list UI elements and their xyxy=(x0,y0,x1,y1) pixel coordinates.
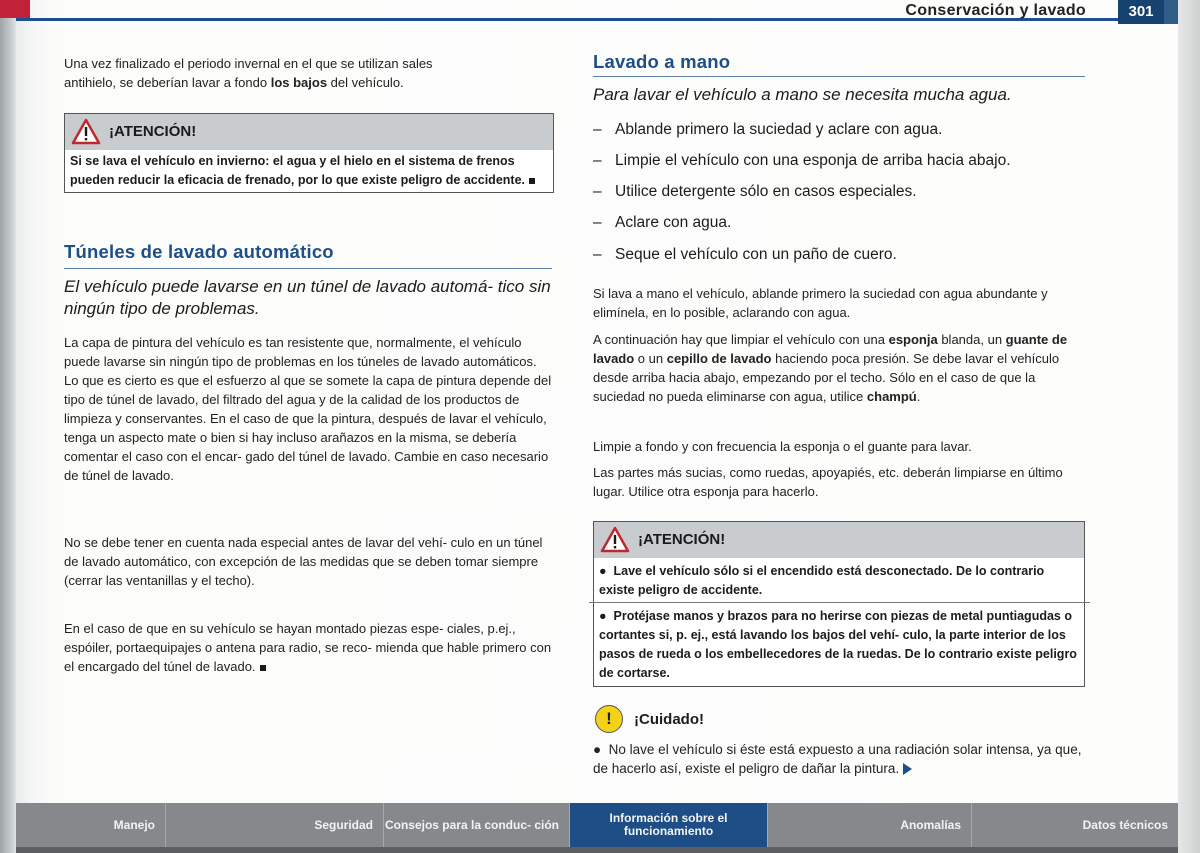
header-title: Conservación y lavado xyxy=(905,2,1086,19)
para-text: A continuación hay que limpiar el vehículo con una xyxy=(593,332,889,347)
end-square-icon xyxy=(529,178,535,184)
term-guante: guante de lavado xyxy=(593,332,1068,366)
section-title-hand-wash: Lavado a mano xyxy=(593,51,731,72)
caution-circle-icon: ! xyxy=(595,705,623,733)
section-rule xyxy=(64,268,552,269)
paragraph xyxy=(64,619,552,676)
paragraph: Si lava a mano el vehículo, ablande primero la suciedad con agua abundante y elimínela, en lo posible, aclarando con agua. xyxy=(593,286,1048,320)
warning-item xyxy=(594,558,1084,602)
footer-rule xyxy=(16,847,1178,853)
section-lead: El vehículo puede lavarse en un túnel de lavado automá- tico sin ningún tipo de problemas. xyxy=(64,277,551,318)
warning-header xyxy=(594,522,1084,558)
caution-text xyxy=(593,740,1085,778)
list-item: – Aclare con agua. xyxy=(593,214,732,231)
paragraph: No se debe tener en cuenta nada especial antes de lavar del vehí- culo en un túnel de lavado automático, con excepción de las medidas que se deben tomar siempre (cerrar las ventanillas y el techo). xyxy=(64,535,543,588)
intro-text-1: Una vez finalizado el periodo invernal en el que se utilizan sales xyxy=(64,56,433,71)
binding-mark xyxy=(0,0,30,18)
para-text: o un xyxy=(634,351,667,366)
paragraph: La capa de pintura del vehículo es tan resistente que, normalmente, el vehículo puede lavarse sin ningún tipo de problemas en los túneles de lavado automáticos. Lo que es cierto es que el esfuerzo al que se somete la capa de pintura depende del tipo de túnel de lavado, del filtrado del agua y de la calidad de los productos de limpieza y conservantes. En el caso de que la pintura, después de lavar el vehículo, tenga un aspecto mate o bien si hay incluso arañazos en la misma, se debería comentar el caso con el encar- gado del túnel de lavado. Cambie en caso necesario de túnel de lavado. xyxy=(64,335,552,483)
page-binding xyxy=(0,0,16,853)
warning-item-text: Protéjase manos y brazos para no herirse con piezas de metal puntiagudas o cortantes si, p. ej., está lavando los bajos del vehí- culo, la parte interior de los pasos de rueda o los embellecedores de la ruedas. De lo contrario existe peligro de cortarse. xyxy=(599,609,1077,680)
bullet-icon: ● xyxy=(599,564,614,578)
chapter-nav-bar xyxy=(16,803,1178,847)
list-item: – Utilice detergente sólo en casos especiales. xyxy=(593,183,917,200)
warning-text xyxy=(65,150,553,192)
paragraph-text: En el caso de que en su vehículo se hayan montado piezas espe- ciales, p.ej., espóiler, portaequipajes o antena para radio, se reco- mienda que hable primero con el encargado del túnel de lavado. xyxy=(64,621,552,674)
warning-triangle-icon xyxy=(600,526,630,553)
warning-header xyxy=(65,114,553,150)
caution-title: ¡Cuidado! xyxy=(634,711,704,728)
tab-informacion[interactable]: Información sobre el funcionamiento xyxy=(570,803,768,847)
para-text: haciendo poca presión. Se debe lavar el vehículo desde arriba hacia abajo, empezando por el techo. Sólo en el caso de que la suciedad no pueda eliminarse con agua, utilice xyxy=(593,351,1060,404)
warning-box xyxy=(64,113,554,193)
page-edge xyxy=(1178,0,1200,853)
tab-consejos[interactable]: Consejos para la conduc- ción xyxy=(384,803,570,847)
tab-manejo[interactable]: Manejo xyxy=(16,803,166,847)
paragraph: Limpie a fondo y con frecuencia la esponja o el guante para lavar. xyxy=(593,439,972,454)
list-item-text: Utilice detergente sólo en casos especiales. xyxy=(615,183,917,200)
list-item: – Limpie el vehículo con una esponja de arriba hacia abajo. xyxy=(593,152,1011,169)
page-number: 301 xyxy=(1118,0,1164,24)
caution-text-content: No lave el vehículo si éste está expuesto a una radiación solar intensa, ya que, de hacerlo así, existe el peligro de dañar la pintura. xyxy=(593,742,1082,776)
intro-text-2: antihielo, se deberían lavar a fondo xyxy=(64,75,271,90)
paragraph: Las partes más sucias, como ruedas, apoyapiés, etc. deberán limpiarse en último lugar. Utilice otra esponja para hacerlo. xyxy=(593,465,1063,499)
intro-bold-term: los bajos xyxy=(270,75,328,90)
warning-item xyxy=(594,603,1084,686)
warning-title: ¡ATENCIÓN! xyxy=(638,531,726,548)
para-text: . xyxy=(916,389,921,404)
term-champu: champú xyxy=(866,389,917,404)
section-lead: Para lavar el vehículo a mano se necesita mucha agua. xyxy=(593,85,1012,104)
caution-header xyxy=(593,705,1085,735)
tab-seguridad[interactable]: Seguridad xyxy=(166,803,384,847)
bullet-icon: ● xyxy=(593,742,609,757)
intro-paragraph xyxy=(64,54,552,92)
list-item-text: Ablande primero la suciedad y aclare con agua. xyxy=(615,121,943,138)
continue-arrow-icon xyxy=(903,763,912,775)
section-rule xyxy=(593,76,1085,77)
warning-box xyxy=(593,521,1085,687)
section-title-automatic: Túneles de lavado automático xyxy=(64,241,334,262)
list-item: – Ablande primero la suciedad y aclare con agua. xyxy=(593,121,943,138)
warning-text-content: Si se lava el vehículo en invierno: el agua y el hielo en el sistema de frenos pueden reducir la eficacia de frenado, por lo que existe peligro de accidente. xyxy=(70,154,525,187)
warning-item-text: Lave el vehículo sólo si el encendido está desconectado. De lo contrario existe peligro de accidente. xyxy=(599,564,1045,597)
tab-datos-tecnicos[interactable]: Datos técnicos xyxy=(1082,817,1168,832)
end-square-icon xyxy=(260,665,266,671)
term-cepillo: cepillo de lavado xyxy=(666,351,772,366)
intro-text-3: del vehículo. xyxy=(327,75,404,90)
paragraph xyxy=(593,330,1085,406)
list-item-text: Limpie el vehículo con una esponja de arriba hacia abajo. xyxy=(615,152,1011,169)
list-item: – Seque el vehículo con un paño de cuero. xyxy=(593,246,897,263)
bullet-icon: ● xyxy=(599,609,614,623)
list-item-text: Aclare con agua. xyxy=(615,214,732,231)
warning-title: ¡ATENCIÓN! xyxy=(109,123,197,140)
term-esponja: esponja xyxy=(888,332,938,347)
list-item-text: Seque el vehículo con un paño de cuero. xyxy=(615,246,897,263)
para-text: blanda, un xyxy=(937,332,1006,347)
header-edge xyxy=(1164,0,1178,24)
tab-anomalias[interactable]: Anomalías xyxy=(768,803,972,847)
warning-triangle-icon xyxy=(71,118,101,145)
